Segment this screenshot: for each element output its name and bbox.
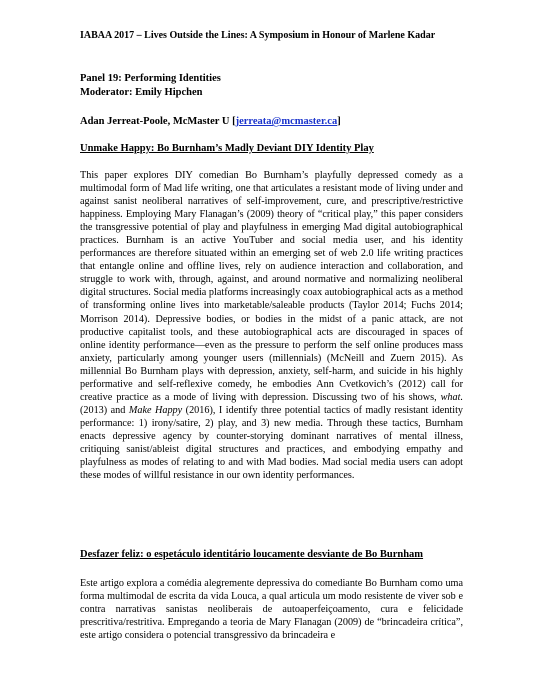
abstract-english-part1: This paper explores DIY comedian Bo Burnham’s playfully depressed comedy as a multimodal form of Mad life writing, one that articulates a resistant mode of living under and against sanist neoliberal narratives of self-improvement, cure, and prescriptive/restrictive happiness. Employing Mary Flanagan’s (2009) theory of “critical play,” this paper considers the transgressive potential of play and playfulness in emerging Mad digital autobiographical practices. Burnham is an active YouTuber and social media user, and his identity performances are therefore situated within an emerging set of web 2.0 life writing practices that entangle online and offline lives, rely on audience interaction and collaboration, and struggle to work with, through, against, and around normative and normalizing neoliberal digital structures. Social media platforms increasingly coax autobiographical acts as a method of transforming online lives into marketable/saleable products (Taylor 2014; Fuchs 2014; Morrison 2014). Depressive bodies, or bodies in the midst of a panic attack, are not productive capitalist tools, and these autobiographical acts are discouraged in spaces of online identity performance—even as the pressure to perform the self online produces mass anxiety, particularly among younger users (millennials) (McNeill and Zuern 2015). As millennial Bo Burnham plays with depression, anxiety, self-harm, and suicide in his highly performative and self-reflexive comedy, he embodies Ann Cvetkovich’s (2012) call for creative practice as a mode of living with depression. Discussing two of his shows, xyxy=(80,170,463,403)
panel-info xyxy=(80,72,221,100)
author-bracket: ] xyxy=(337,116,341,127)
author-email-link[interactable]: jerreata@mcmaster.ca xyxy=(235,116,338,127)
abstract-english-part3: (2016), I identify three potential tactics of madly resistant identity performance: 1) irony/satire, 2) play, and 3) new media. Through these tactics, Burnham enacts depressive agency by counter-storying dominant narratives of mental illness, critiquing sanist/ableist digital structures and practices, and embodying empathy and playfulness as modes of relating to and with Mad bodies. Mad social media users can adopt these modes of willful resistance in our own identity performances. xyxy=(80,404,463,482)
paper-title-portuguese: Desfazer feliz: o espetáculo identitário loucamente desviante de Bo Burnham xyxy=(80,549,424,560)
conference-header: IABAA 2017 – Lives Outside the Lines: A Symposium in Honour of Marlene Kadar xyxy=(80,30,436,41)
panel-moderator: Moderator: Emily Hipchen xyxy=(80,87,203,98)
author-line xyxy=(80,116,341,127)
panel-title: Panel 19: Performing Identities xyxy=(80,73,221,84)
author-name: Adan Jerreat-Poole, McMaster U [ xyxy=(80,116,236,127)
abstract-english xyxy=(80,169,463,482)
abstract-portuguese: Este artigo explora a comédia alegremente depressiva do comediante Bo Burnham como uma forma multimodal de escrita da vida Louca, a qual articula um modo resistente de viver sob e contra narrativas sanistas neoliberais de autoaperfeiçoamento, cura e felicidade prescritiva/restritiva. Empregando a teoria de Mary Flanagan (2009) de “brincadeira crítica”, este artigo considera o potencial transgressivo da brincadeira e xyxy=(80,578,463,642)
show-title-make-happy: Make Happy xyxy=(128,404,183,416)
abstract-english-part2: (2013) and xyxy=(80,404,129,416)
show-title-what: what. xyxy=(440,391,463,403)
paper-title-english: Unmake Happy: Bo Burnham’s Madly Deviant DIY Identity Play xyxy=(80,143,374,154)
